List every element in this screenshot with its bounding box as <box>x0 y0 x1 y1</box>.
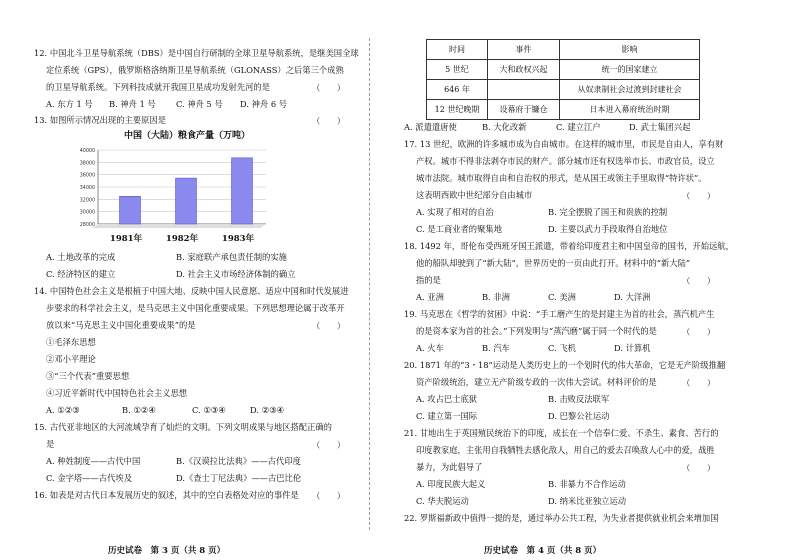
q14-item-3: ③“三个代表”重要思想 <box>46 371 130 381</box>
q20-option-b[interactable]: B. 击败反法联军 <box>548 394 610 404</box>
y-tick-label: 32000 <box>79 198 95 204</box>
q12-option-a[interactable]: A. 东方 1 号 <box>46 99 93 109</box>
q12-option-d[interactable]: D. 神舟 6 号 <box>240 99 288 109</box>
table-cell: 设幕府于镰仓 <box>488 100 560 120</box>
table-header-cell: 时间 <box>427 40 488 60</box>
q12-line2: 定位系统（GPS），俄罗斯格洛纳斯卫星导航系统（GLONASS）之后第三个成熟 <box>46 65 344 75</box>
q20-answer-bracket[interactable]: （ ） <box>682 378 716 388</box>
q12-answer-bracket[interactable]: （ ） <box>312 83 346 93</box>
q21-line3: 暴力，为此倡导了 <box>416 462 483 472</box>
y-tick-label: 34000 <box>79 186 95 191</box>
q16-option-c[interactable]: C. 建立江户 <box>556 122 601 132</box>
q14-item-2: ②邓小平理论 <box>46 354 96 364</box>
x-tick-label: 1981年 <box>109 234 143 244</box>
chart-floor <box>92 224 266 228</box>
table-cell: 646 年 <box>427 80 488 100</box>
right-page <box>398 0 794 560</box>
q19-answer-bracket[interactable]: （ ） <box>682 327 716 337</box>
q20-option-d[interactable]: D. 巴黎公社运动 <box>548 411 610 421</box>
q19-line2: 的是资本家为首的社会。”下列发明与“蒸汽磨”属于同一个时代的是 <box>416 326 657 336</box>
bar <box>120 196 141 224</box>
y-tick-label: 30000 <box>79 210 95 216</box>
q18-line1: 18. 1492 年，哥伦布受西班牙国王派遣，带着给印度君主和中国皇帝的国书，开始远航， <box>404 241 734 251</box>
q14-line2: 步要求的科学社会主义，是马克思主义中国化重要成果。下列思想理论属于改革开 <box>46 303 345 313</box>
table-header-cell: 影响 <box>560 40 700 60</box>
x-tick-label: 1982年 <box>165 234 199 244</box>
table-cell: 12 世纪晚期 <box>427 100 488 120</box>
q14-answer-bracket[interactable]: （ ） <box>312 321 346 331</box>
q14-item-4: ④习近平新时代中国特色社会主义思想 <box>46 388 188 398</box>
table-header-cell: 事件 <box>488 40 560 60</box>
q21-option-b[interactable]: B. 非暴力不合作运动 <box>548 479 626 489</box>
q17-line2: 产权。城市不得非法剥夺市民的财产。部分城市还有权选举市长、市政官员，设立 <box>416 156 715 166</box>
table-cell: 5 世纪 <box>427 60 488 80</box>
q18-option-a[interactable]: A. 亚洲 <box>416 292 444 302</box>
q21-answer-bracket[interactable]: （ ） <box>682 463 716 473</box>
chart-plot <box>68 124 288 244</box>
q19-option-a[interactable]: A. 火车 <box>416 343 444 353</box>
y-tick-label: 40000 <box>79 149 95 154</box>
grain-production-chart <box>68 124 288 244</box>
q20-option-c[interactable]: C. 建立第一国际 <box>416 411 478 421</box>
q17-option-a[interactable]: A. 实现了相对的自治 <box>416 207 494 217</box>
q18-line3: 指的是 <box>416 275 441 285</box>
q15-option-c[interactable]: C. 金字塔——古代埃及 <box>46 473 132 483</box>
q17-option-c[interactable]: C. 是工商业者的聚集地 <box>416 224 502 234</box>
table-cell: 大和政权兴起 <box>488 60 560 80</box>
q21-option-d[interactable]: D. 纳米比亚独立运动 <box>548 496 627 506</box>
bar <box>232 158 253 224</box>
q21-option-a[interactable]: A. 印度民族大起义 <box>416 479 486 489</box>
q12-line3: 的卫星导航系统。下列科技成就开我国卫星成功发射先河的是 <box>46 82 271 92</box>
x-tick-label: 1983年 <box>221 234 255 244</box>
q14-option-a[interactable]: A. ①②③ <box>46 405 80 415</box>
q15-answer-bracket[interactable]: （ ） <box>312 440 346 450</box>
q14-line1: 14. 中国特色社会主义是根植于中国大地、反映中国人民意愿、适应中国和时代发展进 <box>34 286 349 296</box>
q15-line2: 是 <box>46 439 55 449</box>
q15-option-a[interactable]: A. 种姓制度——古代中国 <box>46 456 141 466</box>
q17-option-b[interactable]: B. 完全摆脱了国王和贵族的控制 <box>548 207 668 217</box>
q17-line3: 城市法院。城市取得自由和自治权的形式，是从国王或领主手里取得“特许状”。 <box>416 173 707 183</box>
q15-option-b[interactable]: B.《汉谟拉比法典》——古代印度 <box>176 456 301 466</box>
q14-line3: 放以来“马克思主义中国化重要成果”的是 <box>46 320 196 330</box>
right-page-footer: 历史试卷 第 4 页（共 8 页） <box>484 546 602 556</box>
q19-line1: 19. 马克思在《哲学的贫困》中说：“手工磨产生的是封建主为首的社会，蒸汽机产生 <box>404 309 715 319</box>
q18-option-b[interactable]: B. 非洲 <box>482 292 510 302</box>
chart-title: 中国（大陆）粮食产量（万吨） <box>124 131 251 141</box>
q13-answer-bracket[interactable]: （ ） <box>312 116 346 126</box>
q15-line1: 15. 古代亚非地区的大河流域孕育了灿烂的文明。下列文明成果与地区搭配正确的 <box>34 422 332 432</box>
q14-option-c[interactable]: C. ①③④ <box>192 405 226 415</box>
q14-option-b[interactable]: B. ①②④ <box>122 405 156 415</box>
q19-option-b[interactable]: B. 汽车 <box>482 343 510 353</box>
q19-option-c[interactable]: C. 飞机 <box>548 343 576 353</box>
page-divider <box>369 38 370 530</box>
q16-option-a[interactable]: A. 派遣遣唐使 <box>404 122 457 132</box>
q12-line1: 12. 中国北斗卫星导航系统（DBS）是中国自行研制的全球卫星导航系统，是继美国全球 <box>34 48 359 58</box>
q13-option-a[interactable]: A. 土地改革的完成 <box>46 252 116 262</box>
bar <box>176 178 197 224</box>
q21-option-c[interactable]: C. 华夫脱运动 <box>416 496 469 506</box>
q14-option-d[interactable]: D. ②③④ <box>250 405 284 415</box>
q18-option-c[interactable]: C. 美洲 <box>548 292 576 302</box>
q17-line1: 17. 13 世纪，欧洲的许多城市成为自由城市。在这样的城市里，市民是自由人，享有财 <box>404 139 724 149</box>
left-page-footer: 历史试卷 第 3 页（共 8 页） <box>108 546 226 556</box>
left-page <box>0 0 395 560</box>
q18-line2: 他的船队却驶到了“新大陆”，世界历史的一页由此打开。材料中的“新大陆” <box>416 258 691 268</box>
q19-option-d[interactable]: D. 计算机 <box>614 343 651 353</box>
q16-option-d[interactable]: D. 武士集团兴起 <box>629 122 691 132</box>
q15-option-d[interactable]: D.《查士丁尼法典》——古巴比伦 <box>176 473 302 483</box>
q12-option-c[interactable]: C. 神舟 5 号 <box>176 99 223 109</box>
q18-option-d[interactable]: D. 大洋洲 <box>614 292 651 302</box>
table-cell: 从奴隶制社会过渡到封建社会 <box>560 80 700 100</box>
q13-option-c[interactable]: C. 经济特区的建立 <box>46 269 116 279</box>
q13-stem: 13. 如图所示情况出现的主要原因是 <box>34 115 166 125</box>
q21-line1: 21. 甘地出生于英国殖民统治下的印度，成长在一个信奉仁爱、不杀生、素食、苦行的 <box>404 428 719 438</box>
q17-answer-bracket[interactable]: （ ） <box>682 191 716 201</box>
q16-answer-bracket[interactable]: （ ） <box>312 491 346 501</box>
y-tick-label: 36000 <box>79 173 95 179</box>
q22-line1: 22. 罗斯福新政中值得一提的是，通过举办公共工程，为失业者提供就业机会来增加国 <box>404 513 719 523</box>
q18-answer-bracket[interactable]: （ ） <box>682 276 716 286</box>
q14-item-1: ①毛泽东思想 <box>46 337 96 347</box>
q16-option-b[interactable]: B. 大化改新 <box>482 122 527 132</box>
q13-option-d[interactable]: D. 社会主义市场经济体制的确立 <box>176 269 296 279</box>
table-cell: 统一的国家建立 <box>560 60 700 80</box>
q21-line2: 印度教家庭，主张用自我牺牲去感化敌人，用自己的爱去召唤敌人心中的爱，战胜 <box>416 445 715 455</box>
y-tick-label: 38000 <box>79 161 95 167</box>
y-tick-label: 28000 <box>79 223 95 228</box>
q20-option-a[interactable]: A. 攻占巴士底狱 <box>416 394 478 404</box>
q20-line1: 20. 1871 年的“3・18”运动是人类历史上的一个划时代的伟大革命，它是无产阶级推翻 <box>404 360 726 370</box>
q17-line4: 这表明西欧中世纪部分自由城市 <box>416 190 533 200</box>
q16-line1: 16. 如表是对古代日本发展历史的叙述，其中的空白表格处对应的事件是 <box>34 490 299 500</box>
q20-line2: 资产阶级统治，建立无产阶级专政的一次伟大尝试。材料评价的是 <box>416 377 657 387</box>
table-cell: 日本进入幕府统治时期 <box>560 100 700 120</box>
q12-option-b[interactable]: B. 神舟 1 号 <box>109 99 156 109</box>
q13-option-b[interactable]: B. 家庭联产承包责任制的实施 <box>176 252 287 262</box>
q17-option-d[interactable]: D. 主要以武力手段取得自治地位 <box>548 224 668 234</box>
